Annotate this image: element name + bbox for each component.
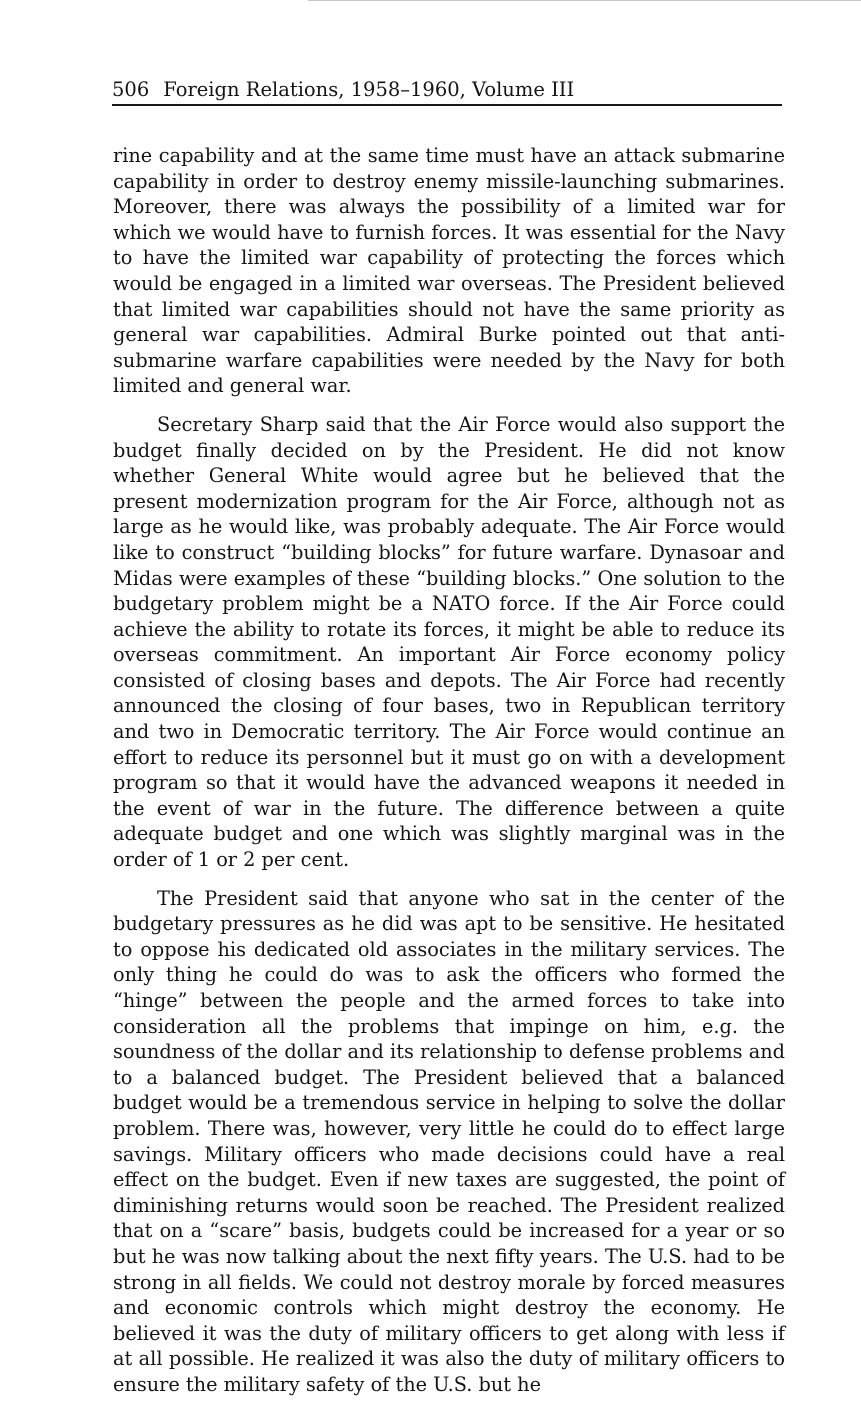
running-title: Foreign Relations, 1958–1960, Volume III [163, 78, 575, 101]
paragraph-sharp: Secretary Sharp said that the Air Force would also support the budget finally decided on by the President. He did not know whether General White would agree but he believed that the present modernization program for the Air Force, although not as large as he would like, was probably adequate. The Air Force would like to construct “building blocks” for future warfare. Dynasoar and Midas were examples of these “building blocks.” One solution to the budgetary problem might be a NATO force. If the Air Force could achieve the ability to rotate its forces, it might be able to reduce its overseas commitment. An important Air Force economy policy consisted of closing bases and depots. The Air Force had recently announced the closing of four bases, two in Republican territory and two in Democratic territory. The Air Force would continue an effort to reduce its personnel but it must go on with a development program so that it would have the advanced weapons it needed in the event of war in the future. The difference between a quite adequate budget and one which was slightly marginal was in the order of 1 or 2 per cent. [113, 412, 785, 872]
header-rule [112, 104, 782, 106]
paragraph-continued: rine capability and at the same time must have an attack submarine capability in order to destroy enemy missile-launching submarines. Moreover, there was always the possibility of a limited war for which we would have to furnish forces. It was essential for the Navy to have the limited war capability of protecting the forces which would be engaged in a limited war overseas. The President believed that limited war capabilities should not have the same priority as general war capabilities. Admiral Burke pointed out that anti-submarine warfare capabilities were needed by the Navy for both limited and general war. [113, 144, 785, 398]
running-header [112, 76, 782, 106]
scan-top-edge-rule [308, 0, 861, 1]
body-text [113, 143, 785, 1411]
page-number: 506 [112, 78, 150, 101]
paragraph-president: The President said that anyone who sat in the center of the budgetary pressures as he did was apt to be sensitive. He hesitated to oppose his dedicated old associates in the military services. The only thing he could do was to ask the officers who formed the “hinge” between the people and the armed forces to take into consideration all the problems that impinge on him, e.g. the soundness of the dollar and its relationship to defense problems and to a balanced budget. The President believed that a balanced budget would be a tremendous service in helping to solve the dollar problem. There was, however, very little he could do to effect large savings. Military officers who made decisions could have a real effect on the budget. Even if new taxes are suggested, the point of diminishing returns would soon be reached. The President realized that on a “scare” basis, budgets could be increased for a year or so but he was now talking about the next fifty years. The U.S. had to be strong in all fields. We could not destroy morale by forced measures and economic controls which might destroy the economy. He believed it was the duty of military officers to get along with less if at all possible. He realized it was also the duty of military officers to ensure the military safety of the U.S. but he [113, 886, 785, 1396]
